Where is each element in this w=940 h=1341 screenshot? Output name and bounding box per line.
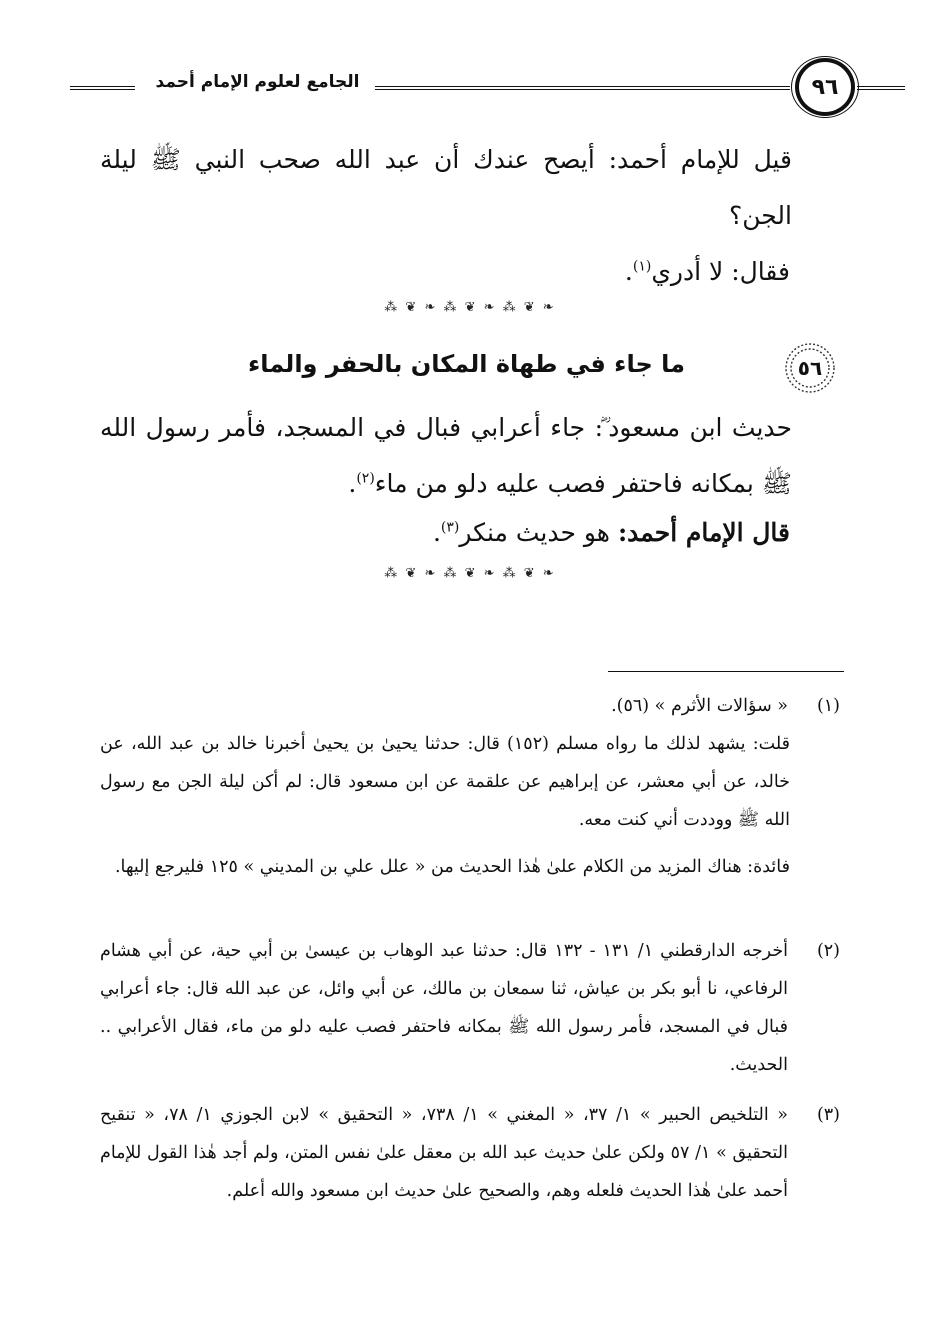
footnote-3-body: « التلخيص الحبير » ١/ ٣٧، « المغني » ١/ ٧٣٨، « التحقيق » لابن الجوزي ١/ ٧٨، « تنقيح التحقيق » ١/ ٥٧ ولكن علىٰ حديث عبد الله بن معقل علىٰ نفس المتن، ولم أجد هٰذا القول للإمام أحمد علىٰ هٰذا الحديث فلعله وهم، والصحيح علىٰ حديث ابن مسعود والله أعلم. <box>100 1105 788 1201</box>
header-rule-left <box>70 86 135 90</box>
verdict-lead: قال الإمام أحمد: <box>617 518 790 547</box>
page-header <box>70 58 840 122</box>
paragraph-question: قيل للإمام أحمد: أيصح عندك أن عبد الله صحب النبي ﷺ ليلة الجن؟ <box>100 145 792 230</box>
running-title: الجامع لعلوم الإمام أحمد <box>155 72 360 92</box>
footnote-separator <box>608 671 844 672</box>
paragraph-hadith: حديث ابن مسعود ؓ: جاء أعرابي فبال في المسجد، فأمر رسول الله ﷺ بمكانه فاحتفر فصب عليه دلو من ماء$^{(٢)}$. <box>100 413 792 498</box>
header-rule-right <box>857 86 905 90</box>
section-end-ornament: ⁂ ❦ ❧ ⁂ ❦ ❧ ⁂ ❦ ❧ <box>384 566 556 581</box>
answer-text: فقال: لا أدري <box>651 257 790 286</box>
paragraph-verdict: قال الإمام أحمد: هو حديث منكر$^{(٣)}$. <box>432 518 790 547</box>
footnote-ref-2: (٢) <box>356 470 375 487</box>
footnote-2-marker: (٢) <box>816 941 840 961</box>
section-number-badge <box>774 340 846 396</box>
page-number: ٩٦ <box>795 58 855 116</box>
footnote-3-marker: (٣) <box>816 1105 840 1125</box>
hadith-text: حديث ابن مسعود ؓ: جاء أعرابي فبال في المسجد، فأمر رسول الله ﷺ بمكانه فاحتفر فصب عليه دلو من ماء <box>100 413 792 498</box>
footnote-1-marker: (١) <box>816 696 840 716</box>
footnote-2-body: أخرجه الدارقطني ١/ ١٣١ - ١٣٢ قال: حدثنا عبد الوهاب بن عيسىٰ بن أبي حية، عن أبي هشام الرفاعي، نا أبو بكر بن عياش، ثنا سمعان بن مالك، عن أبي وائل، عن عبد الله قال: جاء أعرابي فبال في المسجد، فأمر رسول الله ﷺ بمكانه فاحتفر فصب عليه دلو من ماء، فقال الأعرابي .. الحديث. <box>100 941 788 1075</box>
section-number: ٥٦ <box>797 356 823 380</box>
footnote-ref-1: (١) <box>632 258 652 275</box>
paragraph-answer: فقال: لا أدري$^{(١)}$. <box>624 257 790 286</box>
verdict-text: هو حديث منكر <box>459 518 610 547</box>
footnote-1-body: قلت: يشهد لذلك ما رواه مسلم (١٥٢) قال: حدثنا يحيىٰ بن يحيىٰ أخبرنا خالد بن عبد الله، عن خالد، عن أبي معشر، عن إبراهيم عن علقمة عن ابن مسعود قال: لم أكن ليلة الجن مع رسول الله ﷺ ووددت أني كنت معه. <box>100 734 790 830</box>
footnote-1-line: « سؤالات الأثرم » (٥٦). <box>611 696 788 716</box>
footnote-ref-3: (٣) <box>440 519 460 536</box>
header-rule-middle <box>375 86 790 90</box>
section-divider-ornament: ⁂ ❦ ❧ ⁂ ❦ ❧ ⁂ ❦ ❧ <box>384 300 556 315</box>
footnote-1-note: فائدة: هناك المزيد من الكلام علىٰ هٰذا الحديث من « علل علي بن المديني » ١٢٥ فليرجع إليها. <box>114 857 790 877</box>
section-title: ما جاء في طهاة المكان بالحفر والماء <box>247 350 685 378</box>
